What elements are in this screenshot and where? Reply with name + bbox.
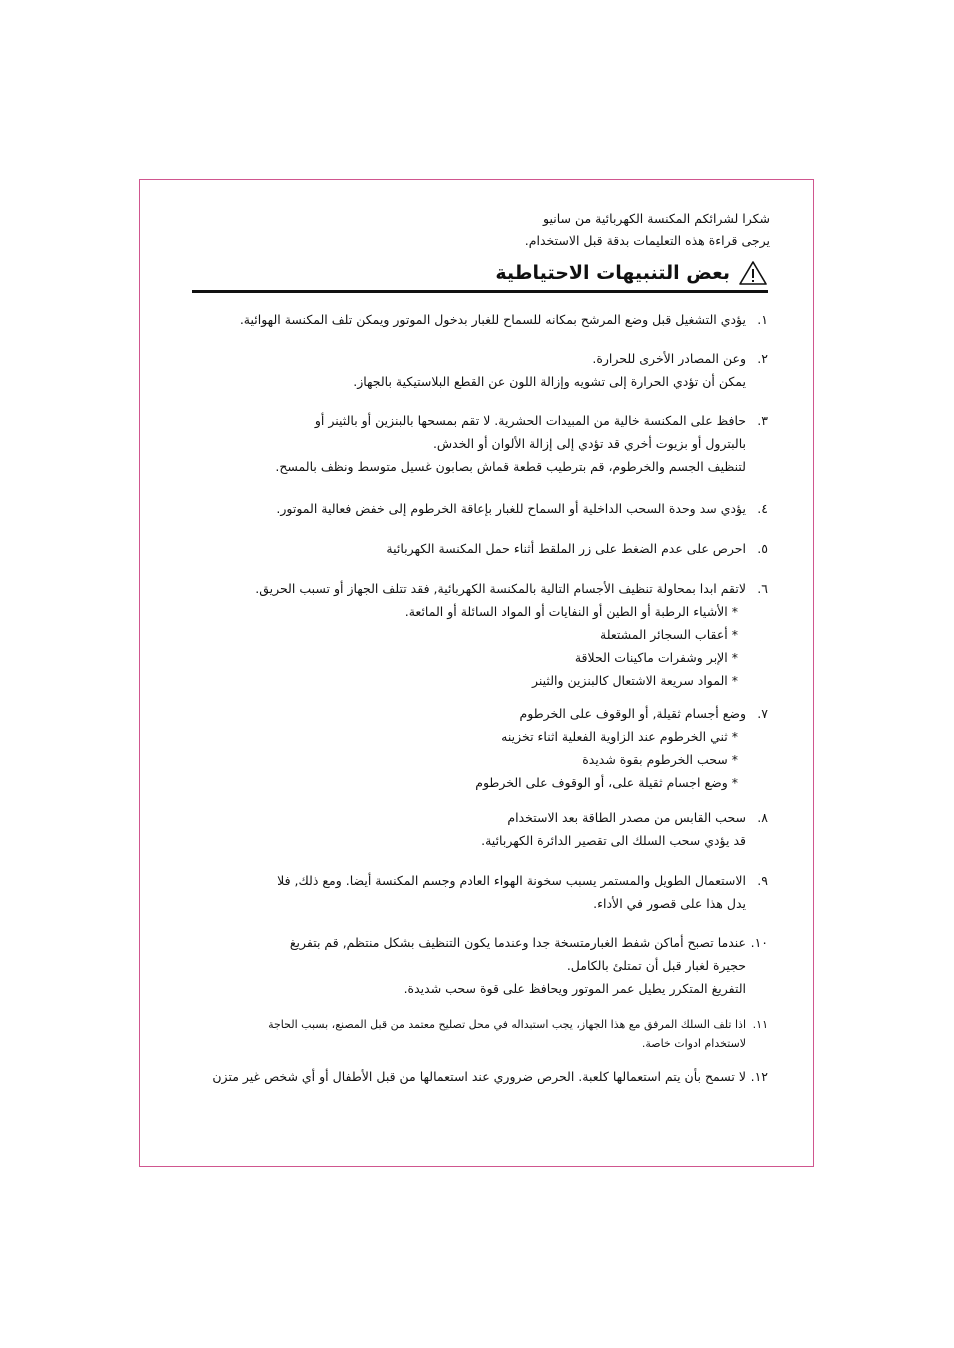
item-number: ٦. [757, 581, 768, 596]
bullet-line: * الإبر وشفرات ماكينات الحلاقة [574, 650, 738, 665]
item-line: التفريغ المتكرر يطيل عمر الموتور ويحافظ على قوة سحب شديدة. [403, 981, 746, 996]
precaution-item-6 [255, 577, 768, 692]
item-line: يمكن أن تؤدي الحرارة إلى تشويه وإزالة اللون عن القطع البلاستيكية بالجهاز. [353, 374, 746, 389]
intro-line-1: شكرا لشرائكم المكنسة الكهربائية من سانيو [543, 211, 770, 226]
precaution-item-10 [290, 931, 768, 1000]
item-line: وضع أجسام ثقيلة, أو الوقوف على الخرطوم [519, 706, 746, 721]
item-line: اذا تلف السلك المرفق مع هذا الجهاز، يجب استبداله في محل تصليح معتمد من قبل المصنع، بسبب الحاجة [268, 1018, 746, 1031]
bullet-line: * المواد سريعة الاشتعال كالبنزين والثينر [531, 673, 738, 688]
item-line: يدل هذا على قصور في الأداء. [593, 896, 746, 911]
item-number: ٨. [757, 810, 768, 825]
precaution-item-5 [386, 537, 768, 560]
item-number: ٧. [757, 706, 768, 721]
item-line: عندما تصبح أماكن شفط الغبارمتسخة جدا وعندما يكون التنظيف بشكل منتظم, قم بتفريغ [289, 935, 746, 950]
precaution-item-3 [275, 409, 768, 478]
bullet-line: * سحب الخرطوم بقوة شديدة [582, 752, 738, 767]
precaution-item-8 [481, 806, 768, 852]
item-line: يؤدي التشغيل قبل وضع المرشح بمكانه للسماح للغبار بدخول الموتور ويمكن تلف المكنسة الهوائية. [239, 312, 746, 327]
item-line: قد يؤدي سحب السلك الى تقصير الدائرة الكهربائية. [481, 833, 746, 848]
item-number: ١٢. [750, 1069, 768, 1084]
item-line: احرص على عدم الضغط على زر الملقط أثناء حمل المكنسة الكهربائية [386, 541, 746, 556]
item-line: بالبترول أو بزيوت أخري قد تؤدي إلى إزالة الألوان أو الخدش. [432, 436, 746, 451]
precaution-item-7 [475, 702, 768, 794]
item-number: ٥. [757, 541, 768, 556]
item-line: يؤدي سد وحدة السحب الداخلية أو السماح للغبار بإعاقة الخرطوم إلى خفض فعالية الموتور. [276, 501, 746, 516]
item-number: ١١. [752, 1018, 768, 1031]
item-line: لا تسمح بأن يتم استعمالها كلعبة. الحرص ضروري عند استعمالها من قبل الأطفال أو أي شخص غير متزن [212, 1069, 746, 1084]
item-number: ٩. [757, 873, 768, 888]
item-line: سحب القابس من مصدر الطاقة بعد الاستخدام [507, 810, 746, 825]
title-underline [192, 290, 768, 293]
precaution-item-11 [268, 1015, 768, 1053]
item-line: لاتقم ابدا بمحاولة تنظيف الأجسام التالية بالمكنسة الكهربائية, فقد تتلف الجهاز أو تسبب الحريق. [255, 581, 746, 596]
item-number: ٣. [757, 413, 768, 428]
item-line: لاستخدام ادوات خاصة. [641, 1037, 746, 1050]
precaution-item-2 [353, 347, 768, 393]
item-line: لتنظيف الجسم والخرطوم، قم بترطيب قطعة قماش بصابون غسيل متوسط ونظف بالمسح. [275, 459, 746, 474]
bullet-line: * ثني الخرطوم عند الزاوية الفعلية اثناء تخزينه [501, 729, 738, 744]
item-line: حافظ على المكنسة خالية من المبيدات الحشرية. لا تقم بمسحها بالبنزين أو بالثينر أو [314, 413, 746, 428]
bullet-line: * الأشياء الرطبة أو الطين أو النفايات أو المواد السائلة أو المائعة. [404, 604, 738, 619]
section-header [192, 256, 768, 290]
item-number: ٤. [757, 501, 768, 516]
bullet-line: * أعقاب السجائر المشتعلة [600, 627, 738, 642]
bullet-line: * وضع اجسام ثقيلة على، أو الوقوف على الخرطوم [475, 775, 738, 790]
precaution-item-9 [277, 869, 768, 915]
item-number: ١٠. [750, 935, 768, 950]
precaution-item-1 [240, 308, 768, 331]
intro [525, 208, 770, 252]
item-line: حجيرة لغبار قبل أن تمتلئ بالكامل. [566, 958, 746, 973]
item-line: وعن المصادر الأخرى للحرارة. [592, 351, 746, 366]
section-title: بعض التنبيهات الاحتياطية [495, 262, 730, 284]
item-line: الاستعمال الطويل والمستمر يسبب سخونة الهواء العادم وجسم المكنسة أيضا. ومع ذلك, فلا [277, 873, 746, 888]
precaution-item-12 [212, 1065, 768, 1088]
item-number: ١. [757, 312, 768, 327]
item-number: ٢. [757, 351, 768, 366]
precaution-item-4 [276, 497, 768, 520]
warning-icon [738, 260, 768, 286]
intro-line-2: يرجى قراءة هذه التعليمات بدقة قبل الاستخدام. [524, 233, 770, 248]
